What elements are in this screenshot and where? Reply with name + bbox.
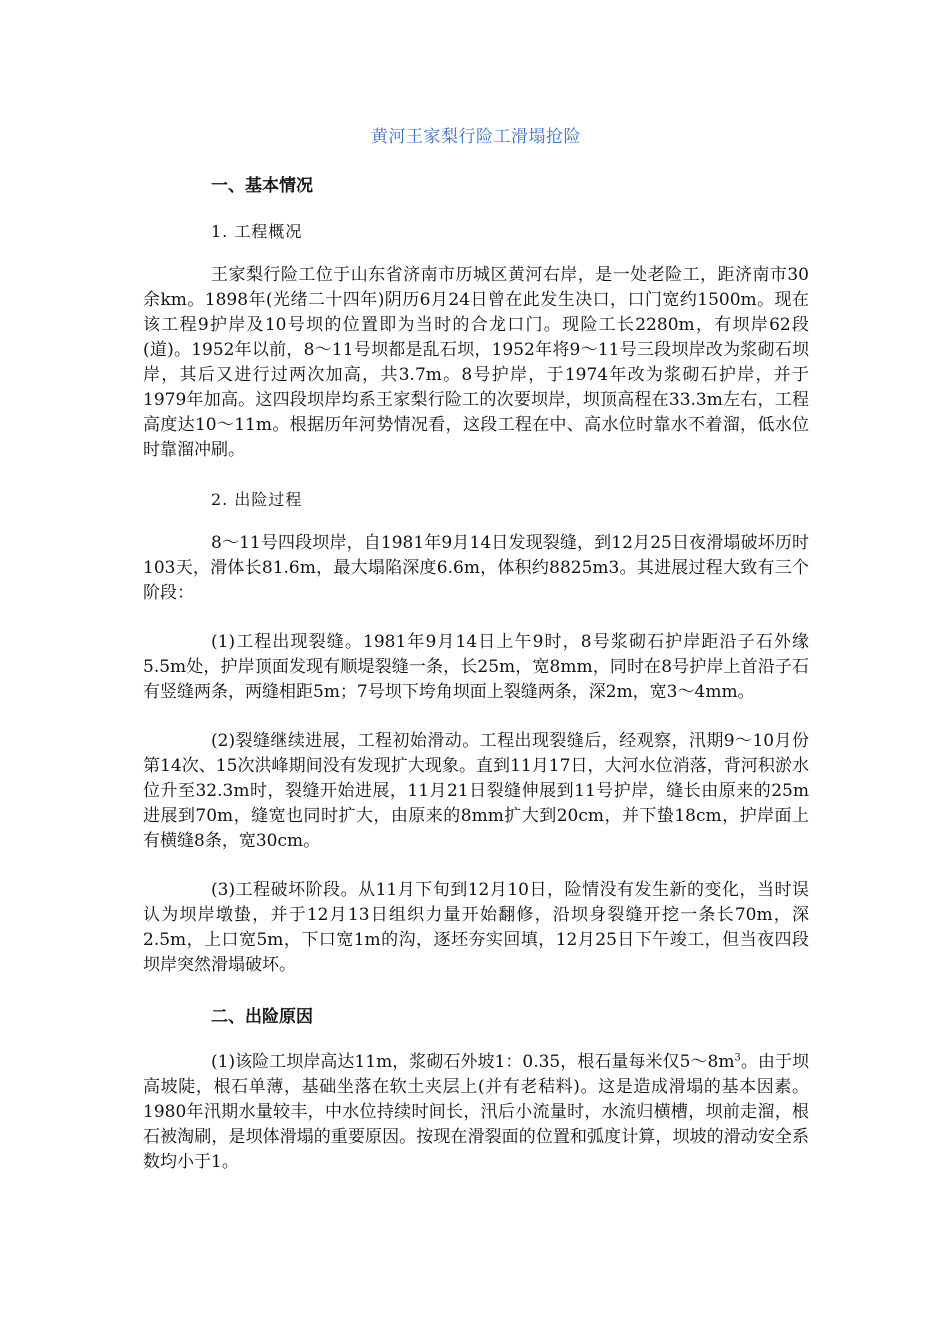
- subheading-failure-process: 2. 出险过程: [211, 490, 303, 509]
- cause-1-text-b: 。由于坝高坡陡，根石单薄，基础坐落在软土夹层上(并有老秸料)。这是造成滑塌的基本因素。1980年汛期水量较丰，中水位持续时间长，汛后小流量时，水流归横槽，坝前走溜，根石被淘刷，是坝体滑塌的重要原因。按现在滑裂面的位置和弧度计算，坝坡的滑动安全系数均小于1。: [143, 1052, 809, 1172]
- paragraph-stage-1: (1)工程出现裂缝。1981年9月14日上午9时，8号浆砌石护岸距沿子石外缘5.5m处，护岸顶面发现有顺堤裂缝一条，长25m，宽8mm，同时在8号护岸上首沿子石有竖缝两条，两缝相距5m；7号坝下垮角坝面上裂缝两条，深2m，宽3～4mm。: [143, 632, 809, 702]
- document-title: 黄河王家梨行险工滑塌抢险: [371, 127, 581, 147]
- document-body: [143, 122, 809, 1199]
- section-heading-causes: 二、出险原因: [211, 1007, 313, 1027]
- paragraph-cause-1: [143, 1050, 809, 1175]
- subheading-project-overview: 1. 工程概况: [211, 222, 303, 241]
- paragraph-failure-intro: 8～11号四段坝岸，自1981年9月14日发现裂缝，到12月25日夜滑塌破坏历时103天，滑体长81.6m，最大塌陷深度6.6m，体积约8825m3。其进展过程大致有三个阶段：: [143, 533, 809, 603]
- paragraph-project-overview: 王家梨行险工位于山东省济南市历城区黄河右岸，是一处老险工，距济南市30余km。1898年(光绪二十四年)阴历6月24日曾在此发生决口，口门宽约1500m。现在该工程9护岸及10号坝的位置即为当时的合龙口门。现险工长2280m，有坝岸62段(道)。1952年以前，8～11号坝都是乱石坝，1952年将9～11号三段坝岸改为浆砌石坝岸，其后又进行过两次加高，共3.7m。8号护岸，于1974年改为浆砌石护岸，并于1979年加高。这四段坝岸均系王家梨行险工的次要坝岸，坝顶高程在33.3m左右，工程高度达10～11m。根据历年河势情况看，这段工程在中、高水位时靠水不着溜，低水位时靠溜冲刷。: [143, 265, 809, 460]
- cause-1-text-a: (1)该险工坝岸高达11m，浆砌石外坡1：0.35，根石量每米仅5～8m: [211, 1052, 735, 1072]
- cubic-superscript: 3: [734, 1052, 741, 1064]
- paragraph-stage-3: (3)工程破坏阶段。从11月下旬到12月10日，险情没有发生新的变化，当时误认为坝岸墩蛰，并于12月13日组织力量开始翻修，沿坝身裂缝开挖一条长70m，深2.5m，上口宽5m，下口宽1m的沟，逐坯夯实回填，12月25日下午竣工，但当夜四段坝岸突然滑塌破坏。: [143, 880, 809, 975]
- paragraph-stage-2: (2)裂缝继续进展，工程初始滑动。工程出现裂缝后，经观察，汛期9～10月份第14次、15次洪峰期间没有发现扩大现象。直到11月17日，大河水位消落，背河积淤水位升至32.3m时，裂缝开始进展，11月21日裂缝伸展到11号护岸，缝长由原来的25m进展到70m，缝宽也同时扩大，由原来的8mm扩大到20cm，并下蛰18cm，护岸面上有横缝8条，宽30cm。: [143, 731, 809, 851]
- section-heading-basic-situation: 一、基本情况: [211, 176, 313, 196]
